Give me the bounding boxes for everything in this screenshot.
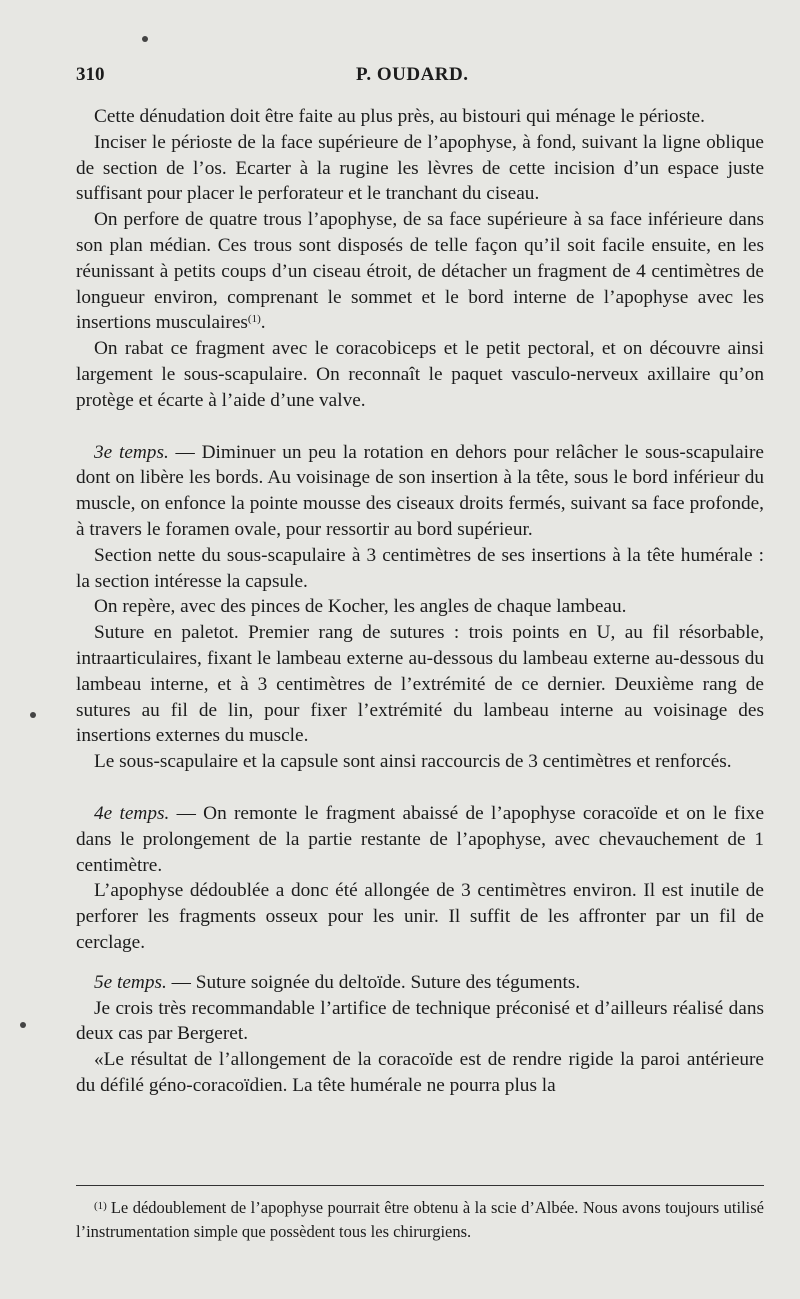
paragraph: On repère, avec des pinces de Kocher, les angles de chaque lambeau. [94, 596, 627, 618]
footnote [76, 1196, 764, 1244]
step-label: 5e temps. [94, 971, 167, 993]
print-speck [142, 36, 148, 42]
paragraph: On perfore de quatre trous l’apophyse, de sa face supérieure à sa face inférieure dans son plan médian. Ces trous sont disposés de telle façon qu’il soit facile ensuite, en les réunissant à petits coups d’un ciseau étroit, de détacher un fragment de 4 centimètres de longueur environ, comprenant le sommet et le bord interne de l’apophyse avec les insertions musculaires$^{(1)}$. [76, 209, 764, 334]
footnote-mark: (1) [94, 1200, 107, 1212]
paragraph: Je crois très recommandable l’artifice de technique préconisé et d’ailleurs réalisé dans deux cas par Bergeret. [76, 997, 764, 1045]
print-speck [30, 712, 36, 718]
paragraph: «Le résultat de l’allongement de la coracoïde est de rendre rigide la paroi antérieure du défilé géno-coracoïdien. La tête humérale ne pourra plus la [76, 1049, 764, 1096]
step-3-paragraph: 3e temps. — Diminuer un peu la rotation en dehors pour relâcher le sous-scapulaire dont on libère les bords. Au voisinage de son insertion à la tête, sous le bord inférieur du muscle, on enfonce la pointe mousse des ciseaux droits fermés, suivant sa face profonde, à travers le foramen ovale, pour ressortir au bord supérieur. [76, 441, 764, 540]
page-number: 310 [76, 64, 105, 85]
paragraph: L’apophyse dédoublée a donc été allongée de 3 centimètres environ. Il est inutile de perforer les fragments osseux pour les unir. Il suffit de les affronter par un fil de cerclage. [76, 880, 764, 953]
step-4-paragraph: 4e temps. — On remonte le fragment abaissé de l’apophyse coracoïde et on le fixe dans le prolongement de la partie restante de l’apophyse, avec chevauchement de 1 centimètre. [76, 802, 765, 876]
body-text [76, 104, 764, 1099]
footnote-rule [76, 1185, 764, 1186]
footnote-text: Le dédoublement de l’apophyse pourrait être obtenu à la scie d’Albée. Nous avons toujours utilisé l’instrumentation simple que possèdent tous les chirurgiens. [76, 1198, 764, 1241]
paragraph: Inciser le périoste de la face supérieure de l’apophyse, à fond, suivant la ligne oblique de section de l’os. Ecarter à la rugine les lèvres de cette incision d’un espace juste suffisant pour placer le perforateur et le tranchant du ciseau. [76, 131, 764, 205]
step-label: 3e temps. [94, 441, 169, 463]
paragraph: On rabat ce fragment avec le coracobiceps et le petit pectoral, et on découvre ainsi largement le sous-scapulaire. On reconnaît le paquet vasculo-nerveux axillaire qu’on protège et écarte à l’aide d’une valve. [76, 338, 764, 411]
step-label: 4e temps. [94, 802, 170, 824]
paragraph: Suture en paletot. Premier rang de sutures : trois points en U, au fil résorbable, intraarticulaires, fixant le lambeau externe au-dessous du lambeau externe au-dessous du lambeau interne, et à 3 centimètres de l’extrémité de ce dernier. Deuxième rang de sutures au fil de lin, pour fixer l’extrémité du lambeau interne au voisinage des insertions externes du muscle. [76, 622, 764, 747]
page-header [76, 64, 764, 94]
footnote-reference: (1) [247, 313, 261, 326]
running-head: P. OUDARD. [356, 64, 469, 85]
step-5-paragraph: 5e temps. — Suture soignée du deltoïde. Suture des téguments. [94, 971, 581, 993]
print-speck [20, 1022, 26, 1028]
paragraph: Cette dénudation doit être faite au plus près, au bistouri qui ménage le périoste. [94, 106, 705, 127]
paragraph: Le sous-scapulaire et la capsule sont ainsi raccourcis de 3 centimètres et renforcés. [94, 751, 732, 773]
paragraph: Section nette du sous-scapulaire à 3 centimètres de ses insertions à la tête humérale : la section intéresse la capsule. [76, 544, 764, 592]
